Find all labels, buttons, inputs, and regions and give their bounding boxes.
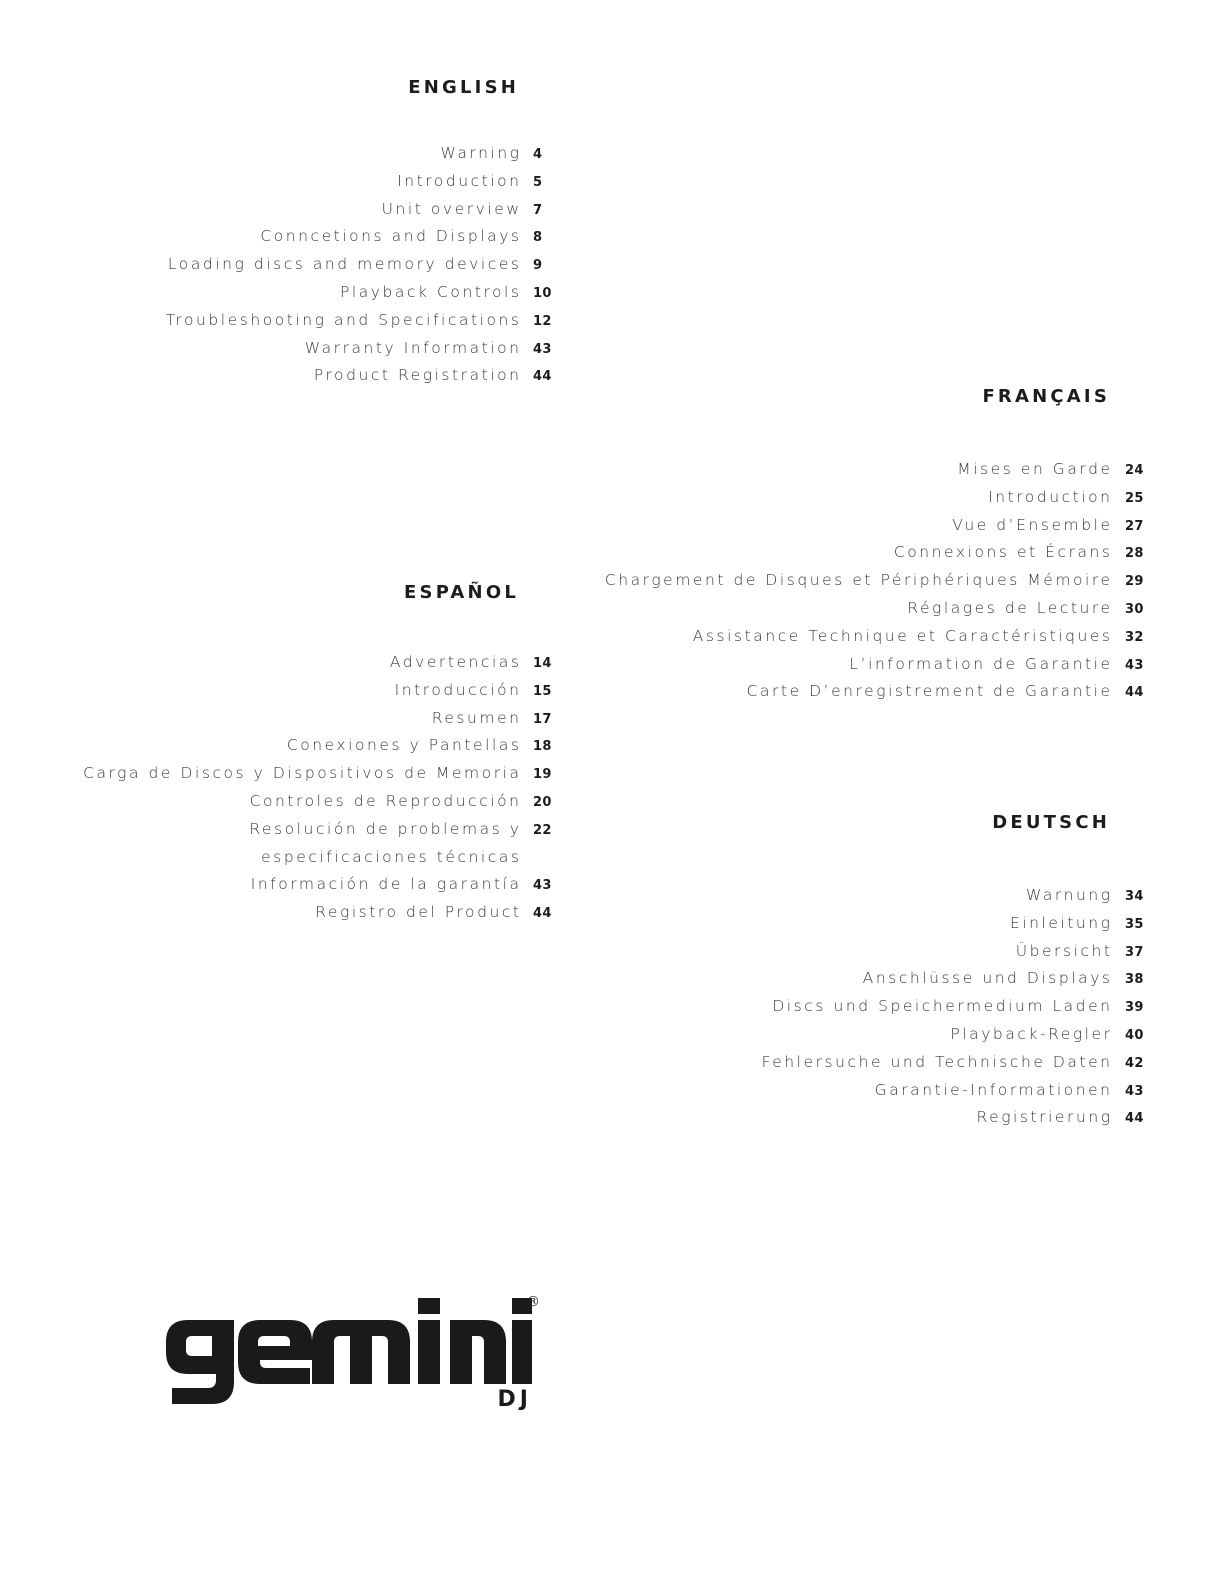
toc-entry-title[interactable]	[382, 199, 522, 219]
toc-entry-title[interactable]	[395, 680, 522, 700]
toc-entry-page-number[interactable]: 43	[1125, 657, 1144, 673]
toc-entry-title-line: Loading discs and memory devices	[167, 255, 522, 274]
toc-entry-title-line: Warning	[440, 144, 522, 162]
toc-entry-title-line: Información de la garantía	[250, 875, 522, 894]
toc-entry-title-line: Assistance Technique et Caractéristiques	[692, 626, 1113, 645]
toc-entry-page-number[interactable]: 7	[533, 202, 543, 218]
toc-entry-title-line: Réglages de Lecture	[907, 599, 1113, 617]
toc-entry-title-line: Resolución de problemas y	[249, 819, 522, 838]
toc-entry-title[interactable]	[250, 791, 522, 811]
toc-entry-title[interactable]	[907, 598, 1112, 618]
toc-entry-title[interactable]	[315, 902, 521, 922]
section-heading-francais: FRANÇAIS	[982, 386, 1110, 407]
toc-entry-title[interactable]	[251, 874, 522, 894]
toc-entry-page-number[interactable]: 8	[533, 230, 543, 246]
toc-entry-page-number[interactable]: 10	[533, 286, 552, 301]
toc-entry-title-line: Garantie-Informationen	[874, 1080, 1113, 1099]
toc-entry-title[interactable]	[390, 652, 522, 672]
toc-entry-title[interactable]	[772, 996, 1112, 1016]
toc-entry-title[interactable]	[863, 968, 1113, 988]
toc-entry-title[interactable]	[988, 487, 1112, 507]
toc-entry-page-number[interactable]: 20	[533, 795, 552, 810]
toc-entry-title[interactable]	[976, 1107, 1112, 1127]
toc-entry-page-number[interactable]: 43	[533, 878, 552, 894]
toc-entry-page-number[interactable]: 43	[1125, 1083, 1144, 1099]
toc-entry-page-number[interactable]: 27	[1125, 518, 1144, 534]
toc-entry-page-number[interactable]: 32	[1125, 629, 1144, 645]
toc-entry-page-number[interactable]: 44	[1125, 1111, 1144, 1127]
toc-entry-title-line: Controles de Reproducción	[249, 792, 522, 810]
toc-entry-title[interactable]	[849, 654, 1112, 674]
toc-entry-page-number[interactable]: 37	[1125, 944, 1144, 960]
toc-entry-title-line: Product Registration	[313, 366, 522, 385]
toc-entry-title-line: Connexions et Écrans	[893, 543, 1113, 562]
toc-entry-title[interactable]	[166, 310, 522, 330]
toc-entry-title-line: Playback Controls	[340, 283, 522, 301]
toc-entry-title-line: Carga de Discos y Dispositivos de Memoria	[83, 764, 522, 783]
section-heading-deutsch: DEUTSCH	[992, 812, 1110, 833]
toc-entry-title-line: Troubleshooting and Specifications	[165, 310, 522, 329]
toc-entry-title-line: Unit overview	[381, 199, 522, 218]
toc-entry-page-number[interactable]: 44	[533, 906, 552, 922]
toc-entry-title[interactable]	[747, 681, 1113, 701]
toc-entry-title[interactable]	[762, 1052, 1113, 1072]
toc-entry-title[interactable]	[605, 570, 1113, 590]
gemini-dj-logo	[160, 1290, 540, 1410]
toc-entry-page-number[interactable]: 5	[533, 174, 543, 190]
toc-entry-page-number[interactable]: 28	[1125, 546, 1144, 562]
toc-entry-page-number[interactable]: 44	[1125, 685, 1144, 701]
toc-entry-page-number[interactable]: 17	[533, 711, 552, 727]
toc-entry-title[interactable]	[1026, 885, 1113, 905]
toc-entry-title-line: Registrierung	[976, 1108, 1113, 1127]
toc-entry-title[interactable]	[950, 1024, 1112, 1044]
toc-entry-page-number[interactable]: 25	[1125, 490, 1144, 506]
toc-entry-page-number[interactable]: 30	[1125, 602, 1144, 617]
toc-entry-title-line: Discs und Speichermedium Laden	[772, 997, 1113, 1016]
toc-entry-title-line: Vue d’Ensemble	[952, 515, 1113, 534]
toc-entry-title[interactable]	[168, 254, 522, 274]
toc-entry-page-number[interactable]: 19	[533, 767, 552, 783]
toc-entry-title[interactable]	[952, 515, 1112, 535]
toc-entry-title-line: Conexiones y Pantellas	[286, 736, 522, 755]
toc-entry-title[interactable]	[432, 708, 522, 728]
toc-entry-title-line: Einleitung	[1009, 913, 1113, 932]
logo-dj-text: DJ	[497, 1387, 532, 1410]
toc-entry-title[interactable]	[397, 171, 521, 191]
toc-entry-page-number[interactable]: 15	[533, 683, 552, 699]
toc-entry-page-number[interactable]: 29	[1125, 574, 1144, 590]
toc-entry-title-line: L’information de Garantie	[849, 654, 1113, 673]
section-heading-espanol: ESPAÑOL	[404, 582, 519, 603]
toc-entry-title-line: Übersicht	[1015, 941, 1113, 960]
toc-entry-title-line: Anschlüsse und Displays	[862, 969, 1113, 988]
toc-entry-title-line: Warranty Information	[304, 338, 522, 357]
toc-entry-title[interactable]	[875, 1080, 1113, 1100]
toc-entry-page-number[interactable]: 24	[1125, 463, 1144, 478]
toc-entry-title-line: Advertencias	[389, 653, 522, 671]
toc-entry-title-line: Playback-Regler	[950, 1025, 1113, 1043]
registered-mark: ®	[526, 1294, 540, 1310]
toc-entry-page-number[interactable]: 9	[533, 258, 543, 274]
toc-entry-title[interactable]	[441, 143, 522, 163]
toc-entry-title-line: Mises en Garde	[957, 460, 1113, 478]
section-heading-english: ENGLISH	[408, 77, 519, 98]
toc-entry-title-line: Introduction	[988, 487, 1113, 506]
toc-entry-page-number[interactable]: 38	[1125, 972, 1144, 988]
toc-entry-page-number[interactable]: 42	[1125, 1055, 1144, 1071]
toc-entry-title-line: Registro del Product	[315, 903, 522, 922]
toc-entry-title[interactable]	[1010, 913, 1113, 933]
toc-entry-title-line: Chargement de Disques et Périphériques Mémoire	[604, 571, 1113, 590]
toc-entry-title-line: Warnung	[1025, 886, 1113, 904]
toc-entry-page-number[interactable]: 43	[533, 341, 552, 357]
toc-entry-title-line: Conncetions and Displays	[260, 227, 522, 246]
toc-entry-title-line: Carte D’enregistrement de Garantie	[746, 682, 1113, 701]
toc-entry-page-number[interactable]: 12	[533, 313, 552, 329]
toc-entry-title-line: Introduction	[397, 171, 522, 190]
toc-entry-title[interactable]	[957, 459, 1112, 479]
toc-entry-title[interactable]	[693, 626, 1113, 646]
toc-entry-title[interactable]	[83, 763, 521, 783]
toc-entry-title[interactable]	[314, 365, 522, 385]
toc-entry-page-number[interactable]: 40	[1125, 1028, 1144, 1043]
toc-entry-title-line: Resumen	[431, 708, 522, 727]
toc-entry-title[interactable]	[340, 282, 522, 302]
toc-entry-page-number[interactable]: 22	[533, 822, 552, 838]
toc-entry-title-line: Introducción	[394, 680, 522, 699]
toc-entry-title-line: especificaciones técnicas	[261, 847, 522, 866]
toc-entry-page-number[interactable]: 35	[1125, 916, 1144, 932]
toc-entry-title-line: Fehlersuche und Technische Daten	[761, 1052, 1113, 1071]
toc-entry-title[interactable]	[894, 542, 1113, 562]
toc-entry-page-number[interactable]: 4	[533, 147, 543, 162]
toc-entry-title[interactable]	[1016, 941, 1113, 961]
toc-entry-page-number[interactable]: 39	[1125, 1000, 1144, 1016]
toc-entry-page-number[interactable]: 18	[533, 739, 552, 755]
toc-entry-title[interactable]	[305, 338, 522, 358]
toc-entry-page-number[interactable]: 14	[533, 656, 552, 671]
toc-entry-title[interactable]	[249, 819, 521, 867]
gemini-logo-glyphs	[166, 1298, 532, 1404]
toc-entry-title[interactable]	[287, 735, 522, 755]
toc-entry-title[interactable]	[260, 226, 521, 246]
toc-entry-page-number[interactable]: 34	[1125, 889, 1144, 904]
toc-entry-page-number[interactable]: 44	[533, 369, 552, 385]
